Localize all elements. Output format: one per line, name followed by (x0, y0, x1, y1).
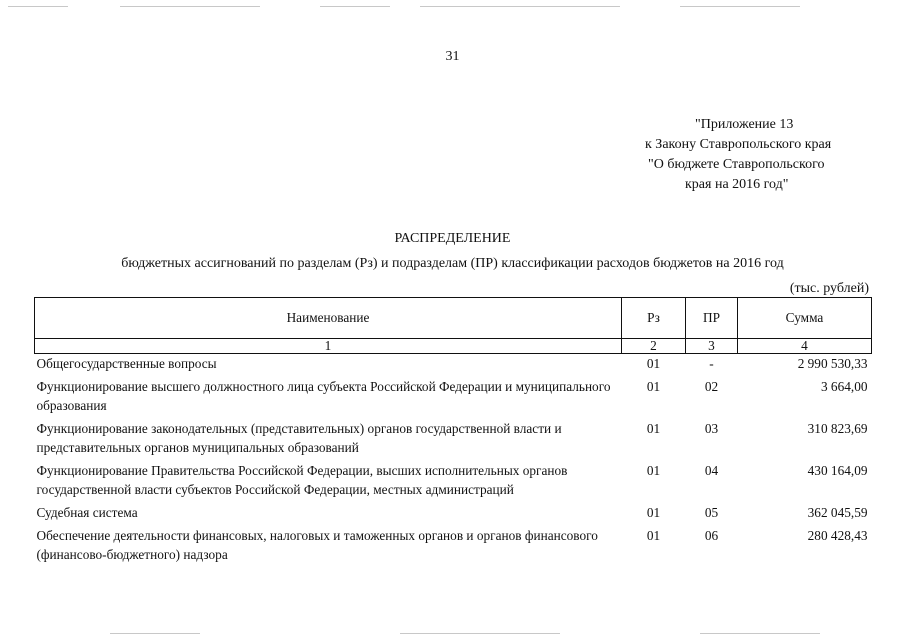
row-rz: 01 (646, 379, 661, 394)
appendix-line: "Приложение 13 (695, 117, 794, 132)
row-sum: 310 823,69 (807, 421, 868, 436)
scan-artifact-line (110, 633, 200, 634)
column-number: 2 (622, 339, 686, 354)
header-pr: ПР (686, 298, 738, 339)
row-rz: 01 (646, 421, 661, 436)
table-row (35, 354, 872, 378)
row-pr: 05 (704, 505, 719, 520)
units-label: (тыс. рублей) (789, 281, 869, 296)
row-name: Общегосударственные вопросы (36, 356, 217, 371)
budget-table (34, 297, 872, 568)
row-rz: 01 (646, 528, 661, 543)
document-subtitle: бюджетных ассигнований по разделам (Рз) и подразделам (ПР) классификации расходов бюджетов на 2016 год (121, 256, 784, 271)
row-sum: 430 164,09 (807, 463, 868, 478)
table-row (35, 419, 872, 461)
appendix-line: "О бюджете Ставропольского (648, 157, 825, 172)
header-name: Наименование (35, 298, 622, 339)
header-rz: Рз (622, 298, 686, 339)
appendix-line: края на 2016 год" (685, 177, 789, 192)
table-row (35, 526, 872, 568)
row-sum: 280 428,43 (807, 528, 868, 543)
row-sum: 2 990 530,33 (797, 356, 868, 371)
column-number: 4 (738, 339, 872, 354)
row-pr: 02 (704, 379, 719, 394)
row-pr: 04 (704, 463, 719, 478)
table-row (35, 377, 872, 419)
table-row (35, 503, 872, 526)
row-sum: 3 664,00 (820, 379, 868, 394)
row-name: Судебная система (36, 505, 138, 520)
column-number: 1 (35, 339, 622, 354)
appendix-header (640, 115, 855, 195)
scan-artifact-line (120, 6, 260, 7)
scan-artifact-line (320, 6, 390, 7)
row-rz: 01 (646, 463, 661, 478)
row-rz: 01 (646, 505, 661, 520)
table-row (35, 461, 872, 503)
scan-artifact-line (700, 633, 820, 634)
row-pr: 03 (704, 421, 719, 436)
column-number-row (35, 339, 872, 354)
row-rz: 01 (646, 356, 661, 371)
row-sum: 362 045,59 (807, 505, 868, 520)
scan-artifact-line (420, 6, 620, 7)
row-name: Функционирование Правительства Российской Федерации, высших исполнительных органов государственной власти субъектов Российской Федерации, местных администраций (36, 463, 568, 497)
scan-artifact-line (400, 633, 560, 634)
scan-artifact-line (680, 6, 800, 7)
row-pr: - (709, 356, 714, 371)
scan-artifact-line (8, 6, 68, 7)
header-sum: Сумма (738, 298, 872, 339)
table-header-row (35, 298, 872, 339)
row-name: Функционирование законодательных (представительных) органов государственной власти и представительных органов муниципальных образований (36, 421, 562, 455)
document-title: РАСПРЕДЕЛЕНИЕ (394, 231, 511, 246)
row-name: Функционирование высшего должностного лица субъекта Российской Федерации и муниципального образования (36, 379, 611, 413)
row-name: Обеспечение деятельности финансовых, налоговых и таможенных органов и органов финансового (финансово-бюджетного) надзора (36, 528, 598, 562)
page-number: 31 (445, 49, 460, 64)
appendix-line: к Закону Ставропольского края (645, 137, 832, 152)
column-number: 3 (686, 339, 738, 354)
row-pr: 06 (704, 528, 719, 543)
